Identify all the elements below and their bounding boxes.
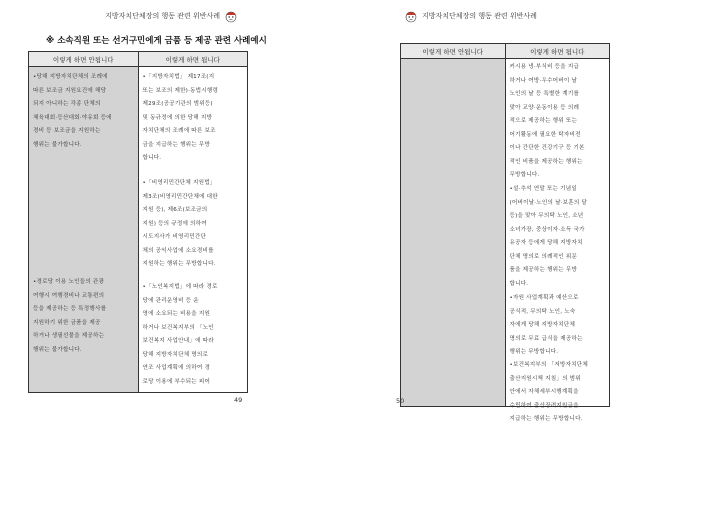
column-header-do: 이렇게 하면 됩니다 — [138, 52, 248, 66]
guideline-table — [400, 43, 610, 422]
table-body — [401, 59, 609, 422]
mascot-icon — [404, 9, 418, 23]
do-item: •설·추석 연말 또는 기념일 (어버이날·노인의 날·보훈의 달 등)을 맞아 무의탁 노인, 소년 소녀가장, 중상이자·소득 국가 유공자 등에게 당해 지방자치 단체 명의로 의례적인 위문 품을 제공하는 행위는 무방 합니다. — [509, 186, 588, 287]
header-label: 지방자치단체장의 행동 관련 위반사례 — [422, 12, 537, 20]
dont-column — [401, 59, 505, 406]
right-page — [360, 0, 720, 509]
column-header-dont: 이렇게 하면 안됩니다 — [401, 44, 505, 58]
running-header — [105, 8, 242, 24]
do-column — [138, 67, 248, 392]
page-number: 50 — [396, 397, 405, 405]
dont-item: •경로당 이용 노인들의 관광 여행시 여행경비나 교통편의 등을 제공하는 등 특정행사를 지원하기 위한 금품을 제공 하거나 생필선물을 제공하는 행위는 불가합니다. — [33, 279, 107, 353]
page-number: 49 — [234, 396, 243, 404]
do-item: •「노인복지법」에 따라 경로 당에 관리운영비 등 운 영에 소요되는 비용을 지원 하거나 보건복지부의 「노인 보건복지 사업안내」에 따라 당해 지방자치단체 명의로 연조 사업계획에 의하여 경 로당 이용에 부수되는 피어 — [142, 284, 218, 385]
do-item: 커시용 냉·부식비 등을 지급 하거나 여방·우수어버이 날 노인의 날 등 특별한 계기를 맞아 교양·운동이용 등 의례 적으로 제공하는 행위 또는 어기활동에 필요한 탁자비전 이나 간단한 건강기구 등 기본 적인 비품을 제공하는 행위는 무방합니다. — [509, 64, 585, 178]
mascot-icon — [224, 9, 238, 23]
guideline-table — [28, 51, 248, 393]
table-header — [29, 52, 247, 67]
dont-item: •당해 지방자치단체의 조례에 따른 보조금 지원요건에 해당 되지 아니하는 각종 단체의 체육대회·등산대회·야유회 등에 경비 등 보조금을 지원하는 행위는 불가합니다. — [33, 74, 112, 148]
column-header-do: 이렇게 하면 됩니다 — [505, 44, 610, 58]
running-header — [400, 8, 537, 24]
table-header — [401, 44, 609, 59]
table-body — [29, 67, 247, 392]
do-item: •「지방자치법」 제17조(지 또는 보조의 제한)·동법시행령 제29조(공공기관의 범위등) 및 동규정에 의한 당해 지방 자치단체의 조례에 따른 보조 금을 지급하는 행위는 무방 합니다. — [142, 74, 219, 161]
do-item: •보건복지부의 「저방자치단체 출산지원시책 지침」의 범위 안에서 자체세부시행계획을 수립하여 출산장려지원금을 지급하는 행위는 무방합니다. — [509, 362, 589, 422]
header-label: 지방자치단체장의 행동 관련 위반사례 — [105, 12, 220, 20]
section-title: ※ 소속직원 또는 선거구민에게 금품 등 제공 관련 사례예시 — [46, 36, 267, 46]
do-column — [505, 59, 610, 422]
dont-column — [29, 67, 138, 392]
do-item: •자원 사업계획과 예산으로 공식적, 무의탁 노인, 노숙 자에게 당해 지방자치단체 명의로 무료 급식을 제공하는 행위는 무방합니다. — [509, 295, 583, 355]
column-header-dont: 이렇게 하면 안됩니다 — [29, 52, 138, 66]
do-item: •「비영리민간단체 지원법」 제3조(비영리민간단체에 대한 지원 등), 제6조(보조금의 지원) 등의 규정에 의하여 시도지사가 비영리민간단 체의 공익사업에 소요경비를 지원하는 행위는 무방합니다. — [142, 180, 218, 267]
